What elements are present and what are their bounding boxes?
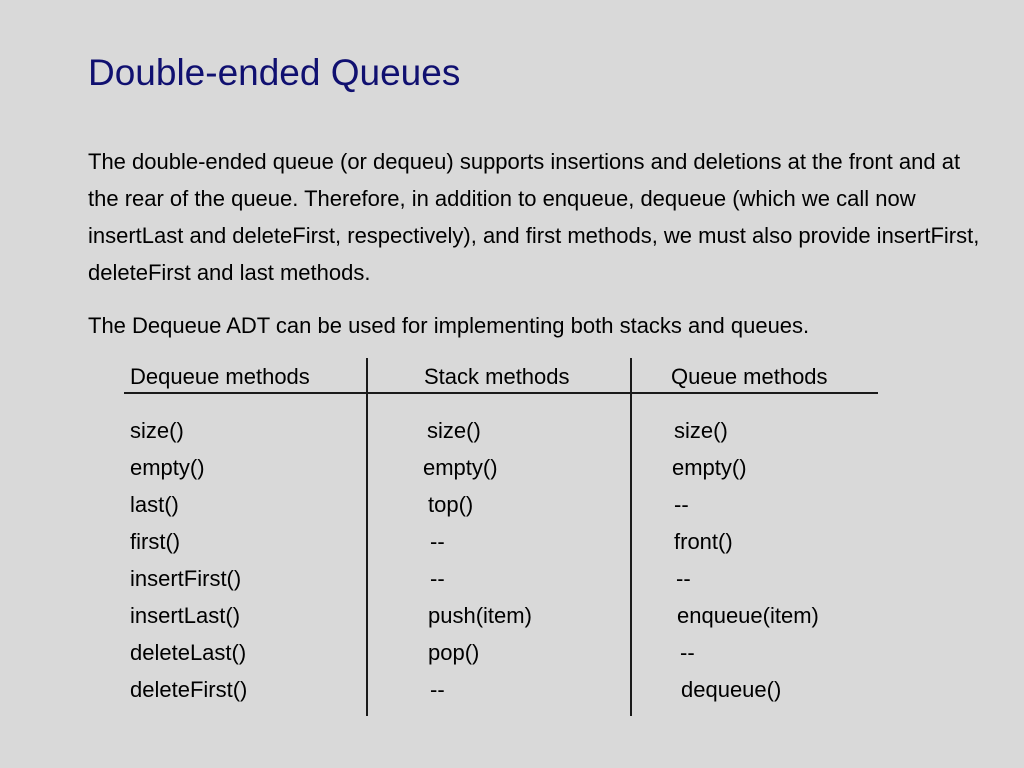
stack-method-cell: push(item): [428, 603, 532, 628]
header-queue-methods: Queue methods: [671, 364, 828, 389]
queue-method-cell: dequeue(): [681, 677, 782, 702]
dequeue-method-cell: first(): [130, 529, 181, 554]
queue-method-cell: size(): [674, 418, 728, 443]
slide-title: Double-ended Queues: [88, 52, 461, 93]
dequeue-method-cell: deleteLast(): [130, 640, 247, 665]
column-divider-2: [630, 358, 632, 716]
queue-method-cell: --: [680, 640, 695, 665]
stack-method-cell: size(): [427, 418, 481, 443]
header-dequeue-methods: Dequeue methods: [130, 364, 310, 389]
dequeue-method-cell: last(): [130, 492, 179, 517]
stack-method-cell: --: [430, 529, 445, 554]
dequeue-method-cell: insertFirst(): [130, 566, 242, 591]
dequeue-method-cell: deleteFirst(): [130, 677, 248, 702]
column-divider-1: [366, 358, 368, 716]
queue-method-cell: empty(): [672, 455, 747, 480]
stack-method-cell: top(): [428, 492, 474, 517]
dequeue-method-cell: size(): [130, 418, 184, 443]
queue-method-cell: --: [676, 566, 691, 591]
summary-paragraph: The Dequeue ADT can be used for implementing both stacks and queues.: [88, 313, 810, 338]
stack-method-cell: --: [430, 677, 445, 702]
stack-method-cell: empty(): [423, 455, 498, 480]
dequeue-method-cell: insertLast(): [130, 603, 241, 628]
stack-method-cell: pop(): [428, 640, 480, 665]
intro-paragraph: The double-ended queue (or dequeu) supports insertions and deletions at the front and at the rear of the queue. Therefore, in addition to enqueue, dequeue (which we call now insertLast and deleteFirst, respectively), and first methods, we must also provide insertFirst, deleteFirst and last methods.: [88, 149, 980, 285]
queue-method-cell: --: [674, 492, 689, 517]
queue-method-cell: enqueue(item): [677, 603, 819, 628]
header-divider: [124, 392, 878, 394]
dequeue-method-cell: empty(): [130, 455, 205, 480]
stack-method-cell: --: [430, 566, 445, 591]
header-stack-methods: Stack methods: [424, 364, 570, 389]
queue-method-cell: front(): [674, 529, 733, 554]
